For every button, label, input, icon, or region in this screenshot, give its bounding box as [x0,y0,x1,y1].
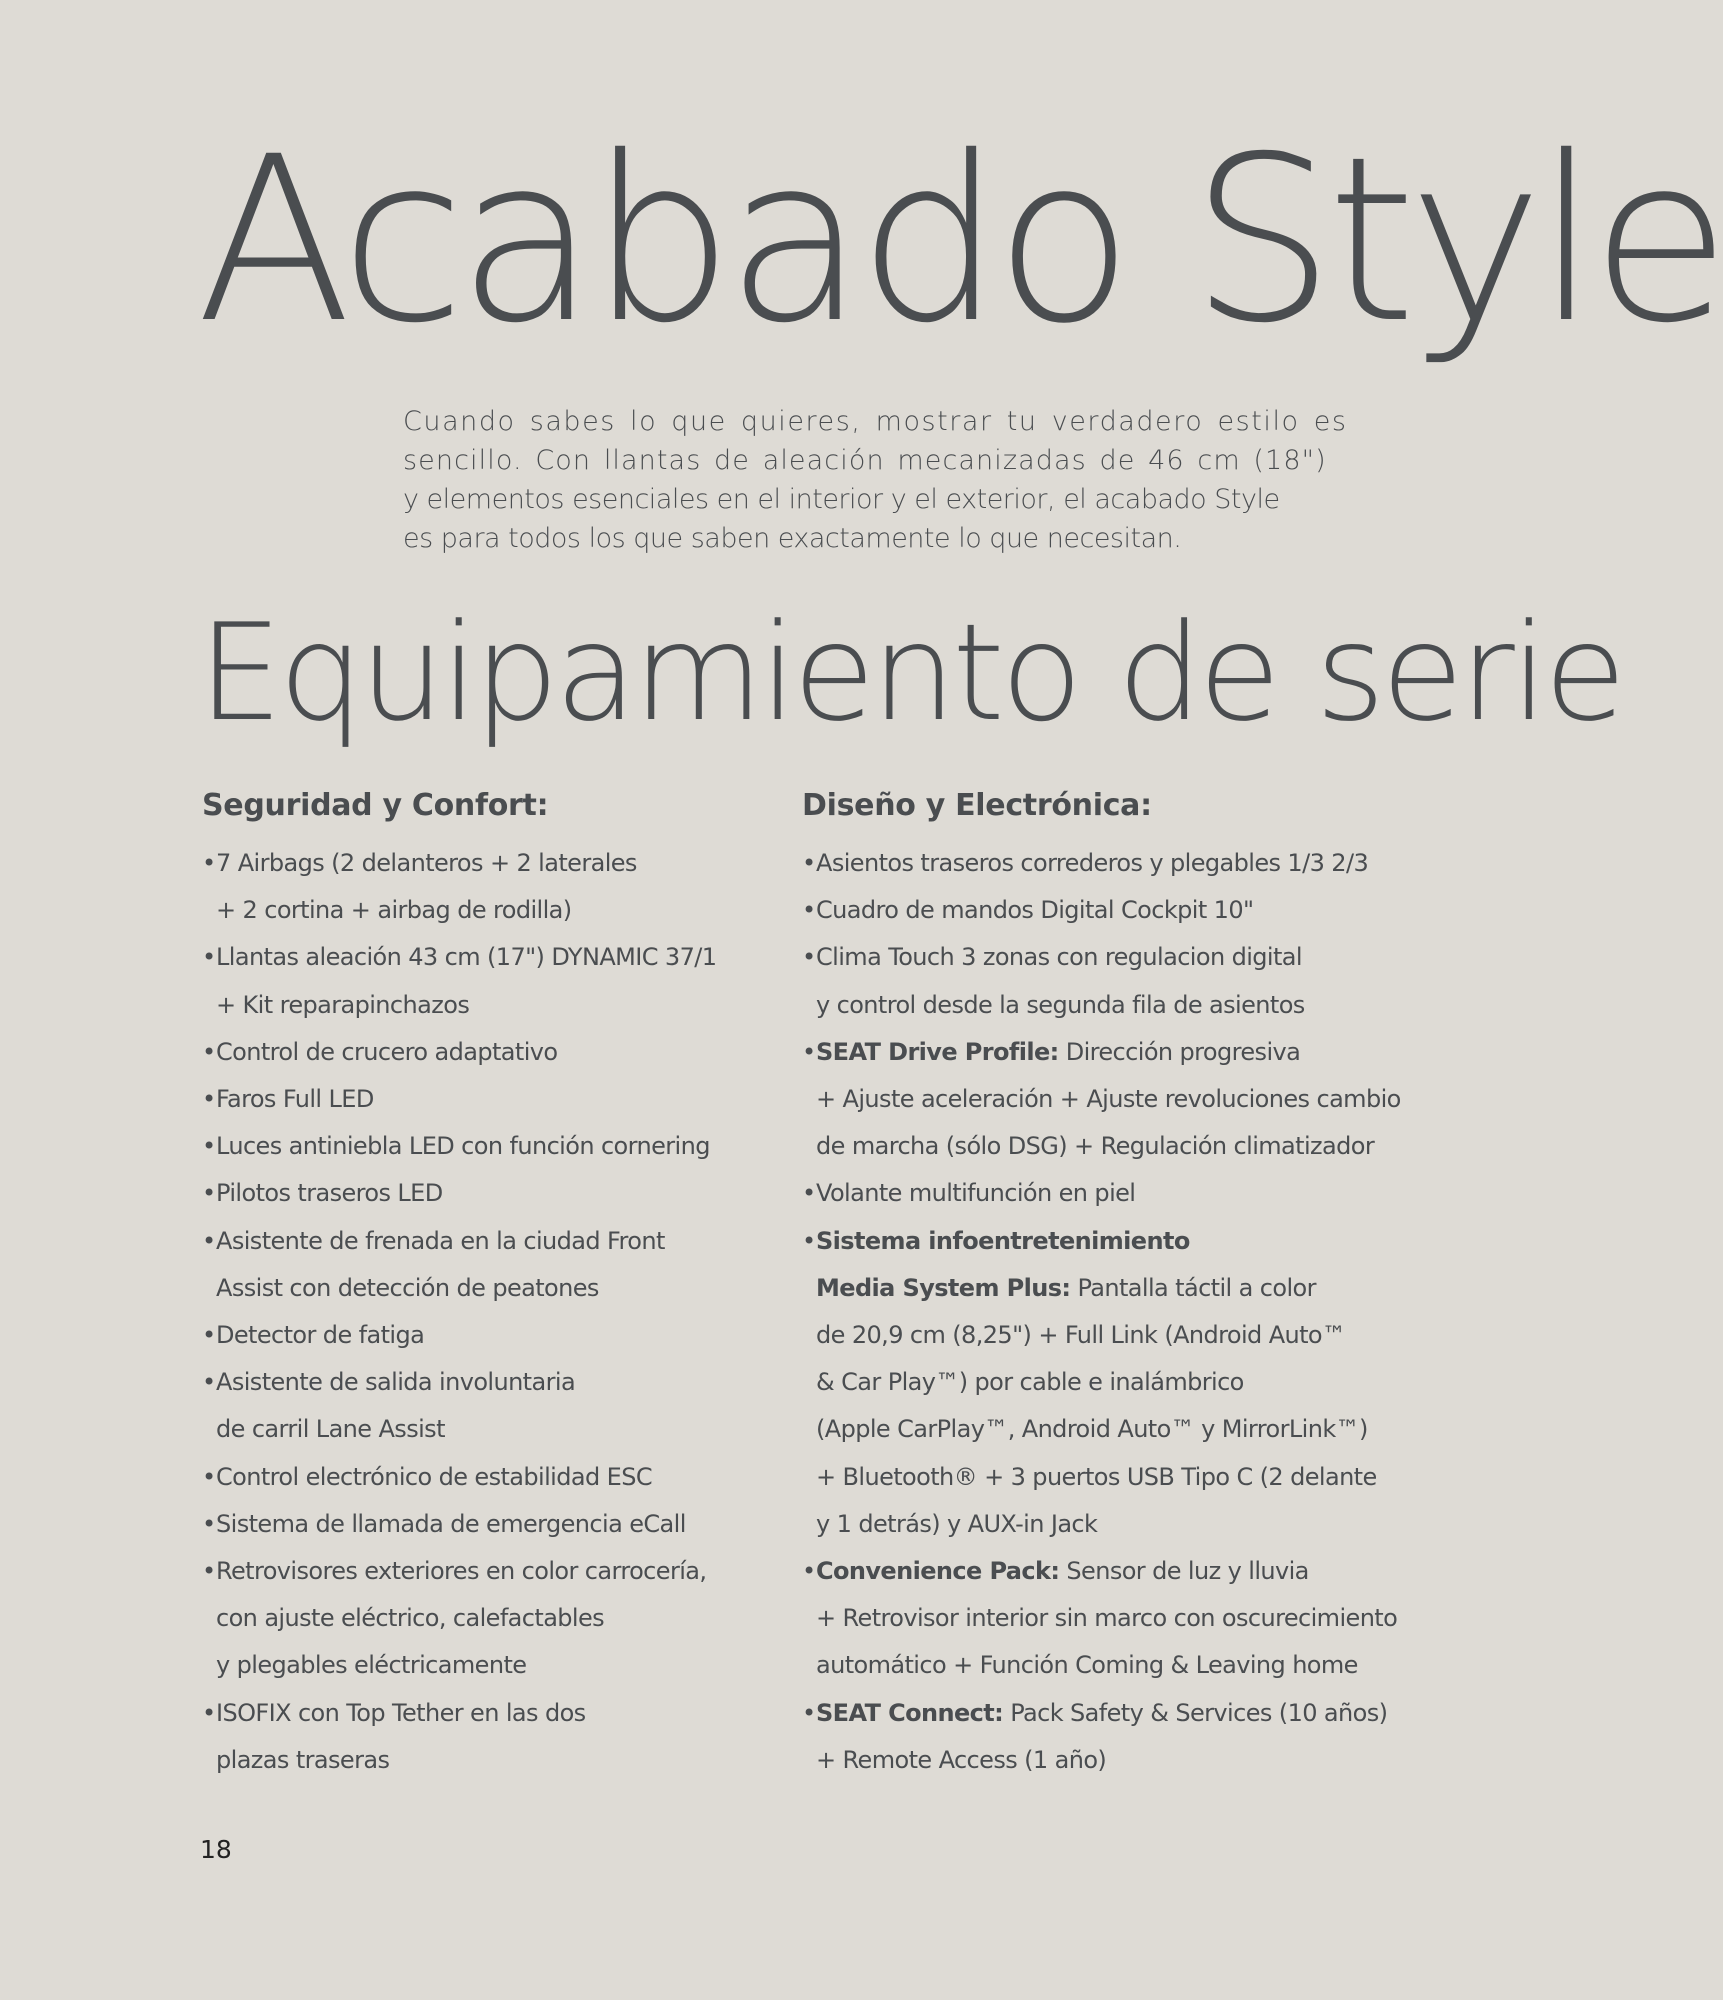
list-item-text: Sistema de llamada de emergencia eCall [216,1509,686,1538]
list-item [202,1454,762,1501]
list-item [802,1548,1442,1690]
list-item-text: Volante multifunción en piel [816,1179,1136,1208]
list-item [202,840,762,934]
list-item [202,934,762,1028]
bullet: • [802,896,816,925]
bullet: • [202,1698,216,1727]
list-item-text: Retrovisores exteriores en color carrocería, [216,1557,707,1586]
intro-line: Cuando sabes lo que quieres, mostrar tu verdadero estilo es [403,406,1348,437]
feature-lead: Media System Plus: [816,1273,1071,1302]
bullet: • [202,849,216,877]
list-item-text: Luces antiniebla LED con función cornering [216,1132,710,1161]
list-item-text: (Apple CarPlay™, Android Auto™ y MirrorLink™) [816,1415,1368,1444]
feature-list [802,840,1442,1784]
list-item-text: Control electrónico de estabilidad ESC [216,1462,653,1491]
list-item-text: y plegables eléctricamente [216,1651,527,1680]
list-item-text: Detector de fatiga [216,1321,425,1350]
list-item-text: Cuadro de mandos Digital Cockpit 10" [816,896,1254,925]
bullet: • [202,1226,216,1255]
feature-lead: SEAT Connect: [816,1698,1004,1727]
list-item-text: Faros Full LED [216,1085,374,1114]
bullet: • [202,1085,216,1114]
list-item [802,1690,1442,1784]
list-item-text: y 1 detrás) y AUX-in Jack [816,1509,1098,1538]
list-item-text: Asientos traseros correderos y plegables 1/3 2/3 [816,849,1369,877]
bullet: • [202,1179,216,1208]
intro-paragraph [403,402,1348,558]
list-item-text: + Kit reparapinchazos [216,990,470,1019]
list-item-text: Control de crucero adaptativo [216,1037,558,1066]
feature-lead: SEAT Drive Profile: [816,1037,1059,1066]
list-item-text: Clima Touch 3 zonas con regulacion digital [816,943,1302,972]
section-title: Equipamiento de serie [198,595,1623,751]
list-item-text: con ajuste eléctrico, calefactables [216,1604,605,1633]
bullet: • [202,1557,216,1586]
list-item-text: Pack Safety & Services (10 años) [1003,1698,1388,1727]
list-item-text: Asistente de frenada en la ciudad Front [216,1226,665,1255]
list-item [202,1123,762,1170]
list-item-text: + 2 cortina + airbag de rodilla) [216,896,572,925]
list-item [202,1218,762,1312]
bullet: • [202,1037,216,1066]
bullet: • [802,1179,816,1208]
list-item-text: ISOFIX con Top Tether en las dos [216,1698,586,1727]
column-heading: Diseño y Electrónica: [802,788,1152,823]
list-item [202,1548,762,1690]
bullet: • [802,1557,816,1586]
list-item [802,1170,1442,1217]
list-item-text: 7 Airbags (2 delanteros + 2 laterales [216,849,637,877]
list-item-text: y control desde la segunda fila de asientos [816,990,1305,1019]
page-title: Acabado Style [196,107,1723,373]
list-item-text: Pilotos traseros LED [216,1179,443,1208]
intro-line: es para todos los que saben exactamente lo que necesitan. [403,523,1182,554]
list-item-text: & Car Play™) por cable e inalámbrico [816,1368,1244,1397]
bullet: • [202,1368,216,1397]
feature-lead: Convenience Pack: [816,1557,1060,1586]
bullet: • [202,1132,216,1161]
list-item-text: Pantalla táctil a color [1070,1273,1316,1302]
list-item [202,1312,762,1359]
list-item-text: automático + Función Coming & Leaving home [816,1651,1358,1680]
list-item [202,1359,762,1453]
list-item [202,1170,762,1217]
bullet: • [802,1698,816,1727]
page-number: 18 [200,1835,232,1864]
intro-line: y elementos esenciales en el interior y el exterior, el acabado Style [403,484,1280,515]
list-item [802,1218,1442,1548]
list-item-text: plazas traseras [216,1745,390,1774]
column-heading: Seguridad y Confort: [202,788,549,823]
bullet: • [202,1321,216,1350]
list-item [802,887,1442,934]
list-item [202,1690,762,1784]
bullet: • [202,943,216,972]
list-item-text: + Ajuste aceleración + Ajuste revoluciones cambio [816,1085,1401,1114]
bullet: • [202,1509,216,1538]
list-item [202,1076,762,1123]
list-item-text: + Bluetooth® + 3 puertos USB Tipo C (2 delante [816,1462,1377,1491]
bullet: • [802,849,816,877]
list-item [802,934,1442,1028]
bullet: • [802,1226,816,1255]
list-item-text: de carril Lane Assist [216,1415,445,1444]
list-item [802,840,1442,887]
list-item-text: Sensor de luz y lluvia [1059,1557,1309,1586]
list-item-text: Llantas aleación 43 cm (17") DYNAMIC 37/1 [216,943,717,972]
feature-lead: Sistema infoentretenimiento [816,1226,1190,1255]
list-item-text: Assist con detección de peatones [216,1273,599,1302]
list-item-text: + Retrovisor interior sin marco con oscurecimiento [816,1604,1398,1633]
list-item-text: de marcha (sólo DSG) + Regulación climatizador [816,1132,1375,1161]
list-item [202,1501,762,1548]
intro-line: sencillo. Con llantas de aleación mecanizadas de 46 cm (18") [403,445,1327,476]
list-item-text: de 20,9 cm (8,25") + Full Link (Android Auto™ [816,1321,1346,1350]
feature-list [202,840,762,1784]
list-item-text: Asistente de salida involuntaria [216,1368,576,1397]
list-item-text: + Remote Access (1 año) [816,1745,1107,1774]
list-item-text: Dirección progresiva [1058,1037,1301,1066]
list-item-text [802,1265,1442,1312]
list-item [202,1029,762,1076]
bullet: • [802,1037,816,1066]
design-electronics-column [802,782,1442,1784]
bullet: • [202,1462,216,1491]
list-item [802,1029,1442,1171]
bullet: • [802,943,816,972]
safety-comfort-column [202,782,762,1784]
